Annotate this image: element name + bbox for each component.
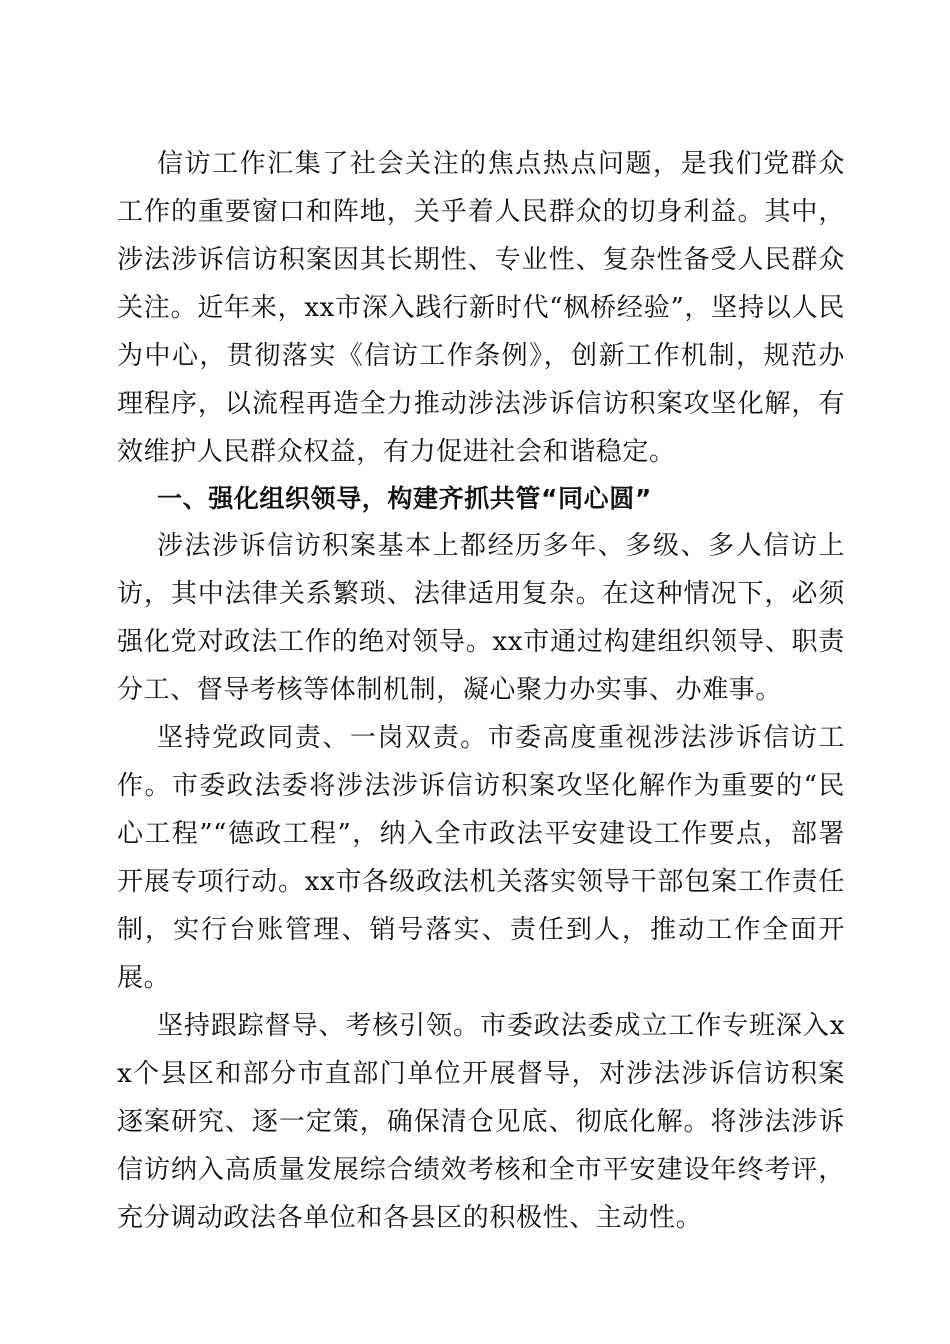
section-1-paragraph-1: 涉法涉诉信访积案基本上都经历多年、多级、多人信访上访，其中法律关系繁琐、法律适用复杂。在这种情况下，必须强化党对政法工作的绝对领导。xx市通过构建组织领导、职责分工、督导考核等体制机制，凝心聚力办实事、办难事。	[117, 531, 845, 705]
document-body	[117, 140, 845, 1242]
section-heading-1: 一、强化组织领导，构建齐抓共管“同心圆”	[157, 484, 652, 513]
section-1-paragraph-2: 坚持党政同责、一岗双责。市委高度重视涉法涉诉信访工作。市委政法委将涉法涉诉信访积案攻坚化解作为重要的“民心工程”“德政工程”，纳入全市政法平安建设工作要点，部署开展专项行动。xx市各级政法机关落实领导干部包案工作责任制，实行台账管理、销号落实、责任到人，推动工作全面开展。	[117, 723, 845, 993]
intro-paragraph: 信访工作汇集了社会关注的焦点热点问题，是我们党群众工作的重要窗口和阵地，关乎着人民群众的切身利益。其中，涉法涉诉信访积案因其长期性、专业性、复杂性备受人民群众关注。近年来，xx市深入践行新时代“枫桥经验”，坚持以人民为中心，贯彻落实《信访工作条例》，创新工作机制，规范办理程序，以流程再造全力推动涉法涉诉信访积案攻坚化解，有效维护人民群众权益，有力促进社会和谐稳定。	[117, 149, 845, 467]
section-1-paragraph-3: 坚持跟踪督导、考核引领。市委政法委成立工作专班深入xx个县区和部分市直部门单位开展督导，对涉法涉诉信访积案逐案研究、逐一定策，确保清仓见底、彻底化解。将涉法涉诉信访纳入高质量发展综合绩效考核和全市平安建设年终考评，充分调动政法各单位和各县区的积极性、主动性。	[117, 1011, 845, 1233]
